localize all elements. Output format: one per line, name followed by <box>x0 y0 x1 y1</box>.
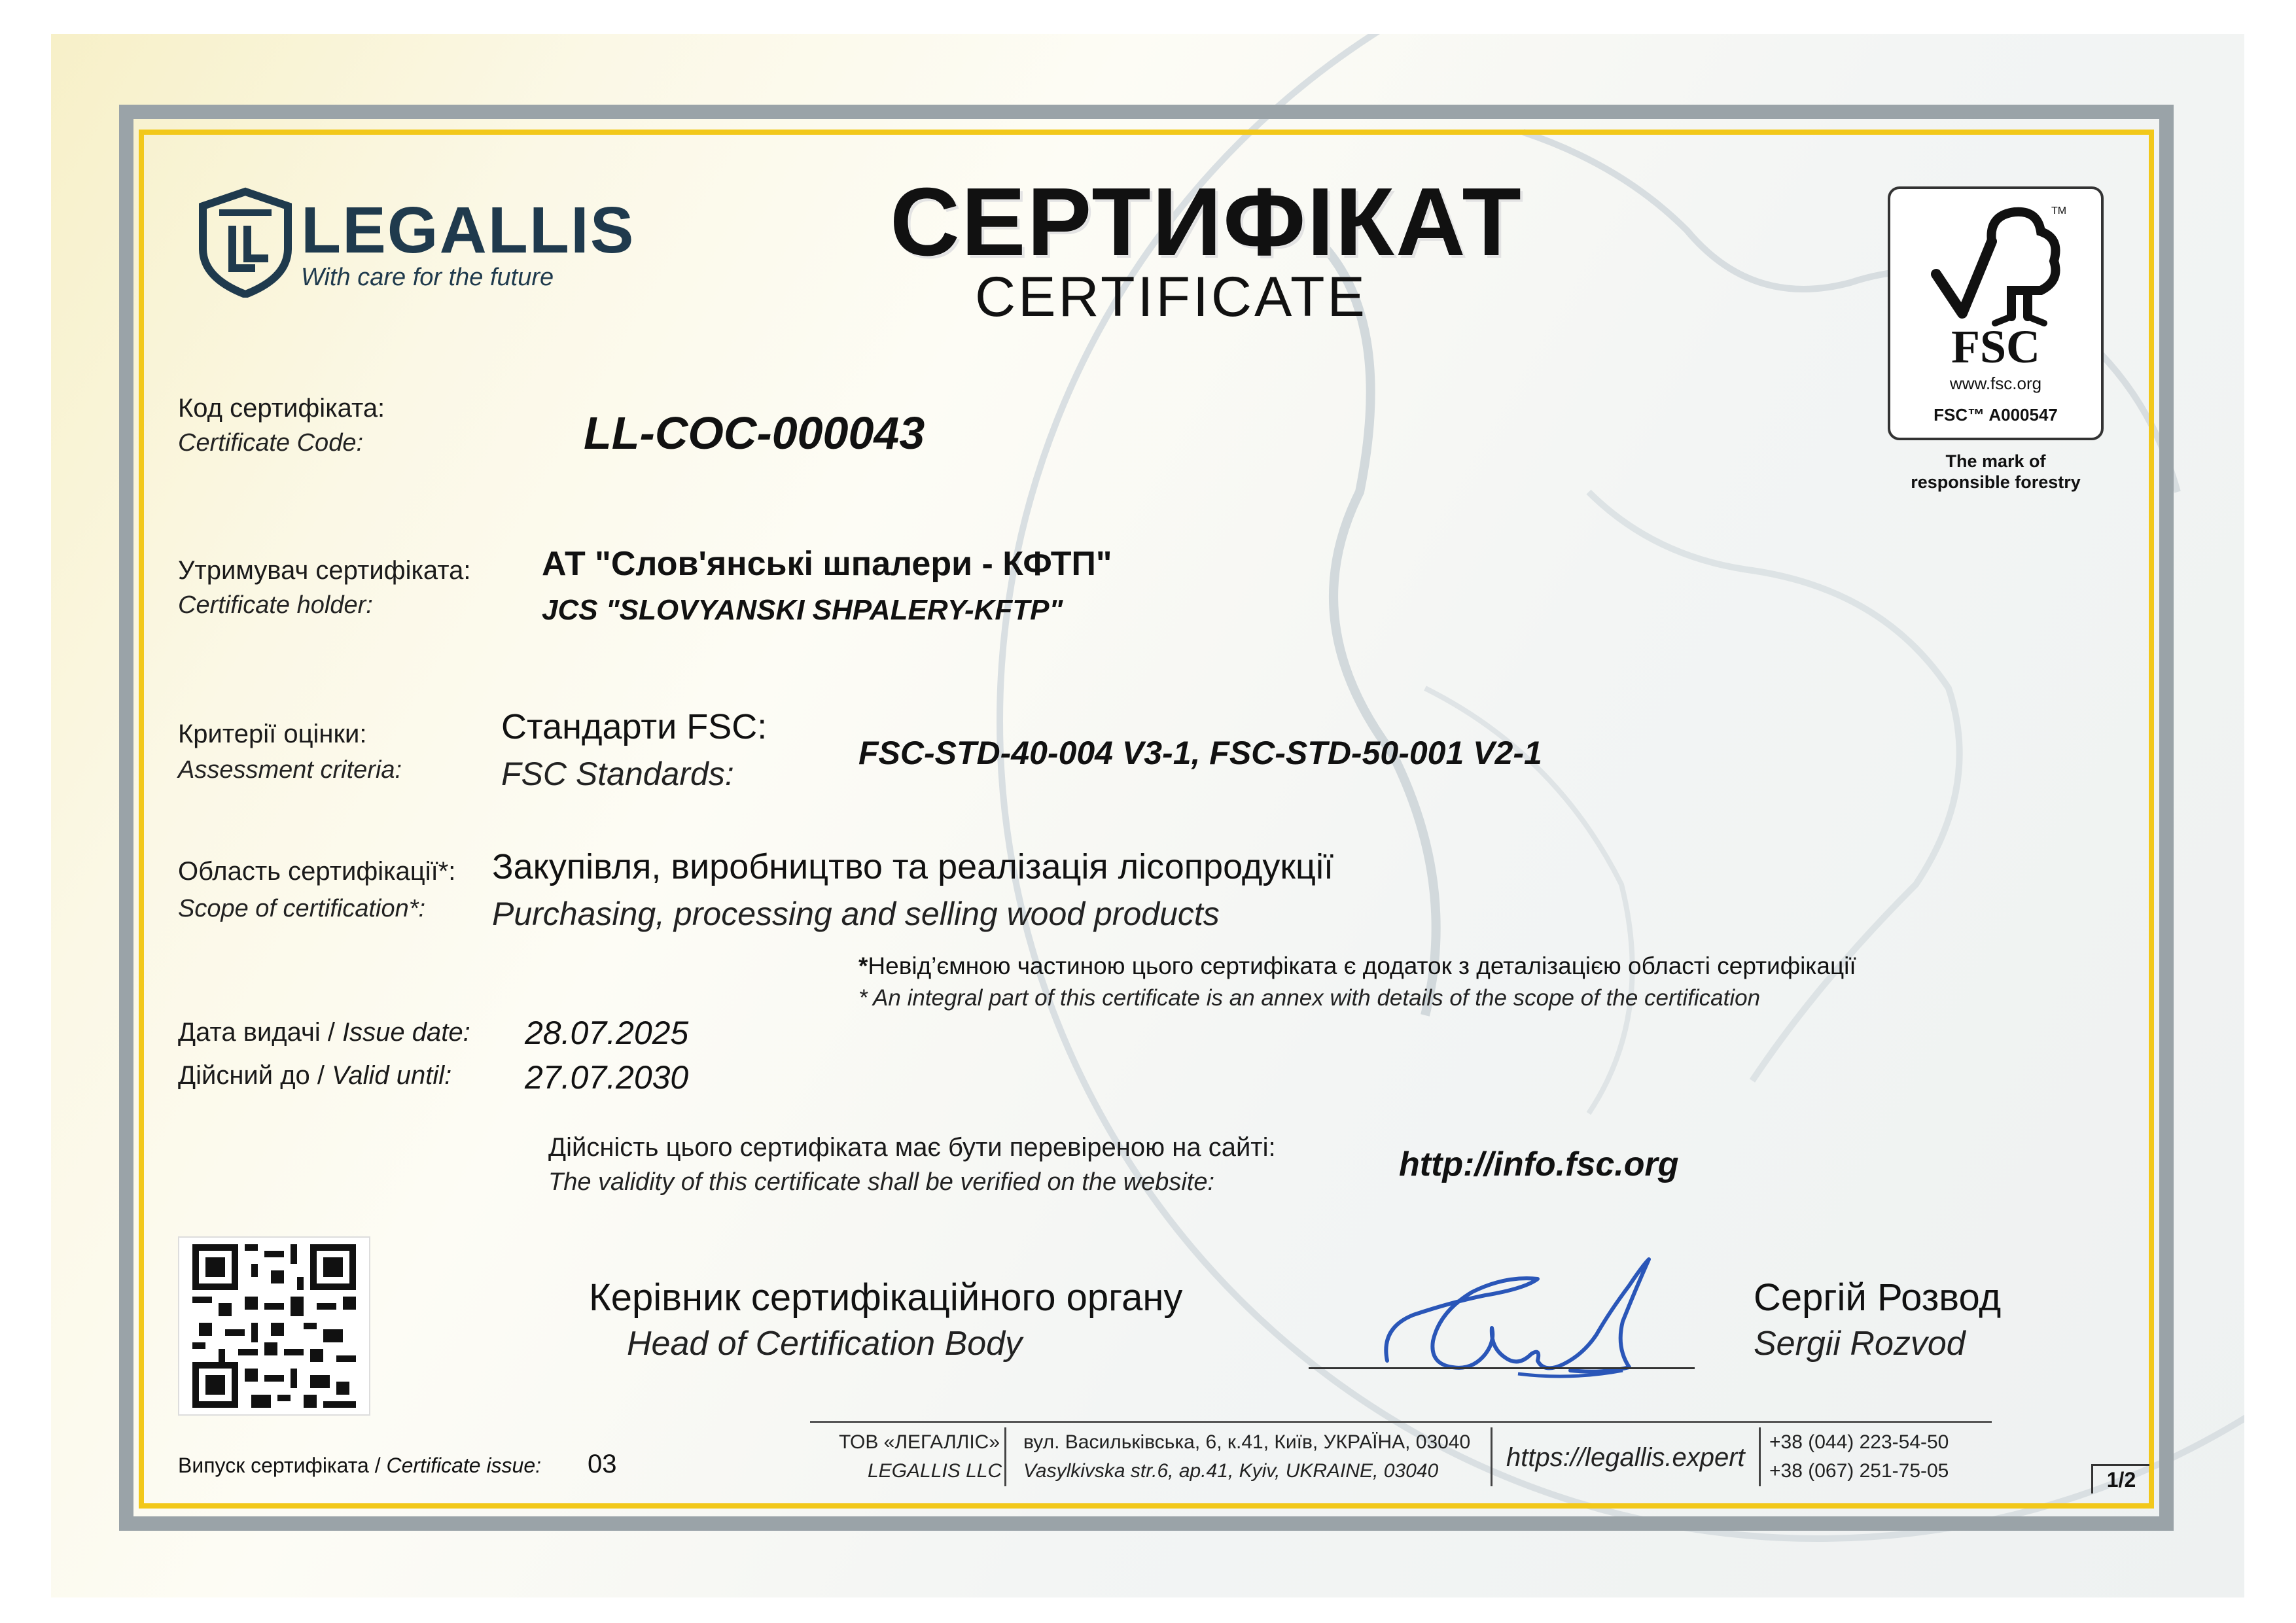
fsc-standards-label-en: FSC Standards: <box>501 756 734 792</box>
legallis-shield-icon <box>196 186 294 298</box>
issue-date-label <box>178 1018 470 1047</box>
signatory-name-en: Sergii Rozvod <box>1754 1325 1966 1363</box>
scope-note-en: * An integral part of this certificate is an annex with details of the scope of the certification <box>858 985 1761 1011</box>
scope-note-ua <box>858 952 1856 980</box>
issue-label-ua: Випуск сертифіката / <box>178 1454 387 1477</box>
title-en: CERTIFICATE <box>975 266 1368 328</box>
standards-value: FSC-STD-40-004 V3-1, FSC-STD-50-001 V2-1 <box>858 735 1542 771</box>
certificate-issue <box>178 1454 541 1478</box>
issue-date-value: 28.07.2025 <box>525 1015 689 1051</box>
logo-tagline: With care for the future <box>301 264 554 291</box>
footer-company-ua: ТОВ «ЛЕГАЛЛІС» <box>839 1431 1000 1453</box>
scope-label-en: Scope of certification*: <box>178 895 426 922</box>
criteria-label-en: Assessment criteria: <box>178 756 402 784</box>
footer-website-link[interactable]: https://legallis.expert <box>1506 1443 1745 1472</box>
verify-text-ua: Дійсність цього сертифіката має бути перевіреною на сайті: <box>548 1133 1276 1162</box>
issue-date-label-en: Issue date: <box>342 1018 470 1047</box>
certificate-code: LL-COC-000043 <box>584 408 925 459</box>
scope-note-star: * <box>858 952 868 979</box>
scope-value-ua: Закупівля, виробництво та реалізація лісопродукції <box>492 847 1333 886</box>
valid-until-label-ua: Дійсний до / <box>178 1061 332 1090</box>
issue-value: 03 <box>588 1450 617 1478</box>
footer-address-ua: вул. Васильківська, 6, к.41, Київ, УКРАЇНА, 03040 <box>1023 1431 1471 1453</box>
fsc-name: FSC <box>1951 321 2041 373</box>
footer-phone-1: +38 (044) 223-54-50 <box>1769 1431 1949 1453</box>
footer-separator-3 <box>1759 1427 1761 1486</box>
holder-label-en: Certificate holder: <box>178 591 373 619</box>
fsc-site: www.fsc.org <box>1949 374 2042 393</box>
valid-until-label <box>178 1061 451 1091</box>
scope-note-ua-text: Невід’ємною частиною цього сертифіката є додаток з деталізацією області сертифікації <box>868 952 1856 979</box>
issue-date-label-ua: Дата видачі / <box>178 1018 343 1047</box>
code-label-en: Certificate Code: <box>178 429 364 457</box>
page-number: 1/2 <box>2091 1464 2149 1493</box>
qr-code-image <box>192 1244 356 1408</box>
footer-top-rule <box>810 1421 1992 1423</box>
fsc-tree-icon <box>1923 202 2067 333</box>
footer-separator-1 <box>1004 1427 1006 1486</box>
fsc-tagline-2: responsible forestry <box>1911 472 2081 492</box>
fsc-badge <box>1888 186 2104 440</box>
issue-label-en: Certificate issue: <box>386 1454 542 1477</box>
svg-text:TM: TM <box>2051 205 2067 217</box>
qr-code[interactable] <box>178 1236 370 1416</box>
footer-address-en: Vasylkivska str.6, ap.41, Kyiv, UKRAINE, 03040 <box>1023 1460 1439 1482</box>
fsc-tagline-1: The mark of <box>1945 451 2046 471</box>
code-label-ua: Код сертифіката: <box>178 394 385 423</box>
signature-line <box>1309 1367 1695 1369</box>
valid-until-value: 27.07.2030 <box>525 1059 689 1096</box>
criteria-label-ua: Критерії оцінки: <box>178 720 367 748</box>
holder-value-en: JCS "SLOVYANSKI SHPALERY-KFTP" <box>542 594 1063 626</box>
footer-phone-2: +38 (067) 251-75-05 <box>1769 1460 1949 1482</box>
verify-text-en: The validity of this certificate shall be verified on the website: <box>548 1168 1215 1196</box>
footer-separator-2 <box>1491 1427 1492 1486</box>
verify-url-link[interactable]: http://info.fsc.org <box>1399 1145 1679 1183</box>
holder-label-ua: Утримувач сертифіката: <box>178 556 471 585</box>
holder-value-ua: АТ "Слов'янські шпалери - КФТП" <box>542 545 1112 583</box>
valid-until-label-en: Valid until: <box>332 1061 452 1090</box>
scope-label-ua: Область сертифікації*: <box>178 857 456 886</box>
footer-company-en: LEGALLIS LLC <box>868 1460 1002 1482</box>
signature-image <box>1374 1249 1714 1393</box>
scope-value-en: Purchasing, processing and selling wood products <box>492 896 1220 932</box>
signatory-name-ua: Сергій Розвод <box>1754 1276 2002 1319</box>
logo-name: LEGALLIS <box>301 194 635 267</box>
fsc-standards-label-ua: Стандарти FSC: <box>501 707 768 746</box>
fsc-license: FSC™ A000547 <box>1934 405 2058 425</box>
title-ua: СЕРТИФІКАТ <box>890 168 1523 276</box>
signatory-role-en: Head of Certification Body <box>627 1325 1023 1363</box>
signatory-role-ua: Керівник сертифікаційного органу <box>589 1276 1183 1319</box>
